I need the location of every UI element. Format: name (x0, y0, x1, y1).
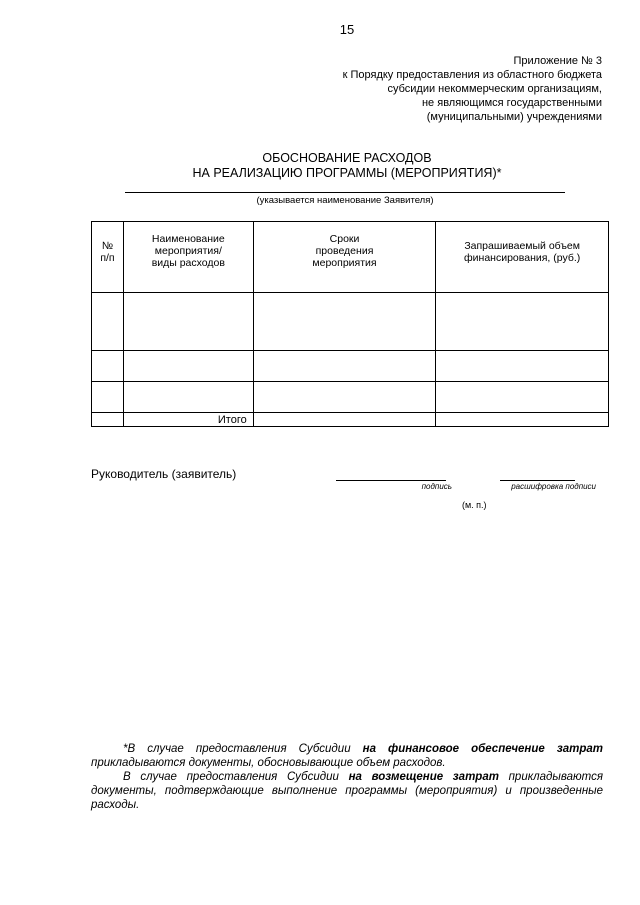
applicant-name-line (125, 192, 565, 193)
table-cell (123, 293, 253, 351)
header-dates (253, 222, 436, 293)
footnote-text: прикладываются документы, обосновывающие объем расходов. (91, 757, 446, 769)
header-text: Сроки (329, 233, 360, 245)
header-text: Запрашиваемый объем (464, 240, 580, 252)
table-cell (123, 382, 253, 413)
table-row (92, 293, 609, 351)
table-cell (436, 382, 609, 413)
table-cell (436, 351, 609, 382)
header-text: финансирования, (руб.) (464, 252, 581, 264)
footnote-text: В случае предоставления Субсидии (123, 771, 349, 783)
appendix-line: к Порядку предоставления из областного бюджета (342, 69, 602, 81)
header-text: мероприятия (312, 257, 377, 269)
appendix-line: субсидии некоммерческим организациям, (387, 83, 602, 95)
table-header-row (92, 222, 609, 293)
footnote (91, 742, 603, 812)
table-cell (253, 293, 436, 351)
table-cell (253, 382, 436, 413)
footnote-paragraph-2 (91, 770, 603, 812)
appendix-line: не являющимся государственными (421, 97, 602, 109)
footnote-emphasis: на возмещение затрат (348, 771, 499, 783)
title-line-1: ОБОСНОВАНИЕ РАСХОДОВ (262, 151, 432, 165)
appendix-line: (муниципальными) учреждениями (426, 111, 602, 123)
signature-line (336, 480, 446, 481)
footnote-text: *В случае предоставления Субсидии (123, 743, 363, 755)
seal-mark: (м. п.) (462, 500, 487, 510)
header-text: п/п (100, 252, 115, 264)
total-label: Итого (123, 413, 253, 427)
table-cell (92, 382, 124, 413)
decoding-line (500, 480, 575, 481)
footnote-emphasis: на финансовое обеспечение затрат (362, 743, 603, 755)
footnote-paragraph-1 (91, 742, 603, 770)
header-text: мероприятия/ (154, 245, 222, 257)
document-title (0, 151, 640, 181)
table-cell (253, 351, 436, 382)
title-line-2: НА РЕАЛИЗАЦИЮ ПРОГРАММЫ (МЕРОПРИЯТИЯ)* (192, 166, 502, 180)
header-text: виды расходов (151, 257, 225, 269)
table-cell (123, 351, 253, 382)
footnote-text: прикладываются документы, подтверждающие выполнение программы (мероприятия) и произведенные расходы. (91, 771, 603, 811)
table-cell (436, 413, 609, 427)
table-row (92, 351, 609, 382)
head-label: Руководитель (заявитель) (91, 467, 237, 481)
appendix-header (343, 54, 602, 124)
signature-caption: подпись (421, 482, 452, 491)
applicant-caption: (указывается наименование Заявителя) (256, 195, 434, 206)
header-text: Наименование (151, 233, 225, 245)
page-number: 15 (339, 22, 355, 37)
table-cell (92, 293, 124, 351)
decoding-caption: расшифровка подписи (511, 482, 596, 491)
header-text: проведения (315, 245, 374, 257)
appendix-line: Приложение № 3 (513, 55, 602, 67)
table-cell (92, 413, 124, 427)
header-name (123, 222, 253, 293)
header-amount (436, 222, 609, 293)
header-number (92, 222, 124, 293)
table-cell (92, 351, 124, 382)
header-text: № (101, 240, 114, 252)
table-cell (436, 293, 609, 351)
table-total-row (92, 413, 609, 427)
table-cell (253, 413, 436, 427)
table-row (92, 382, 609, 413)
costs-table (91, 221, 609, 427)
